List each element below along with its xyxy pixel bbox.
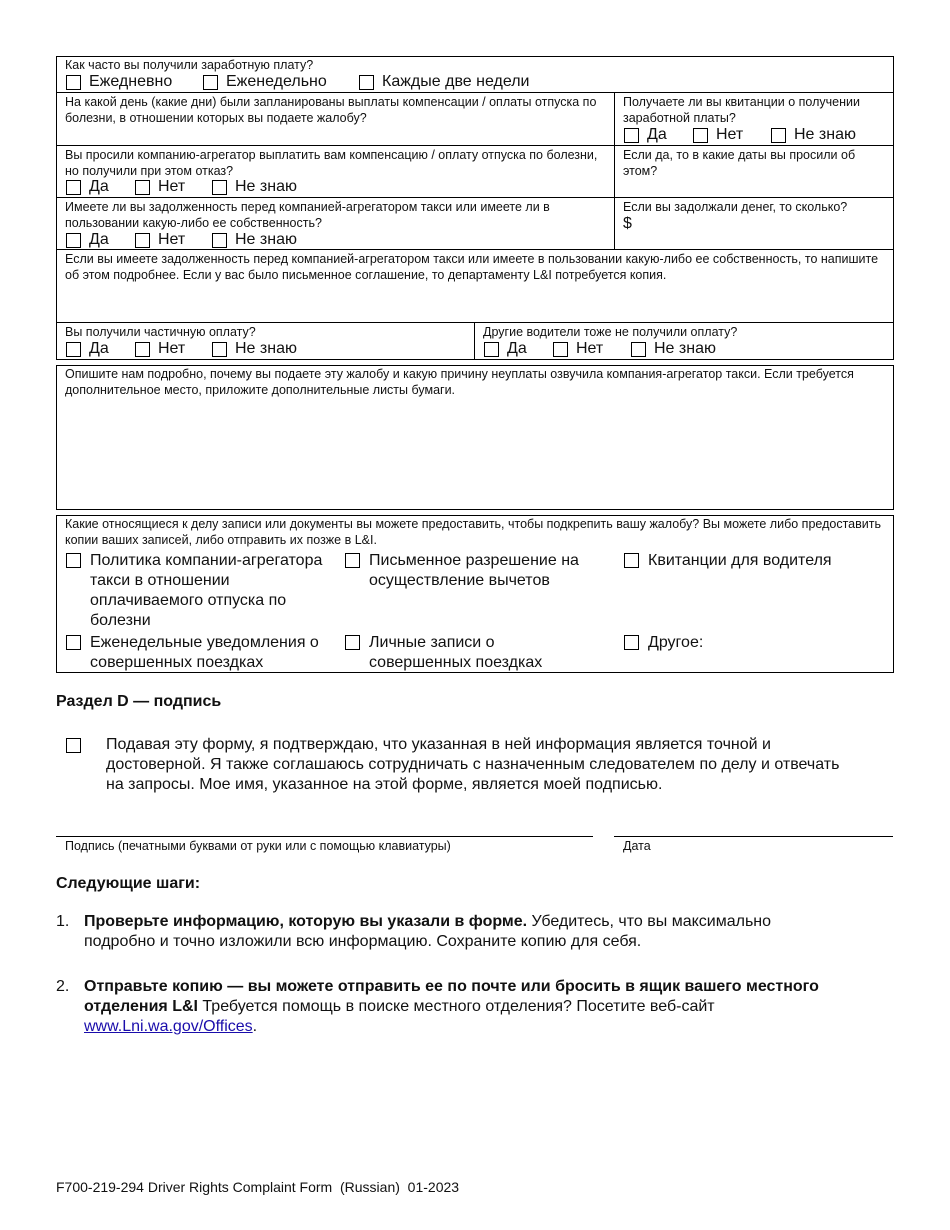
record-other[interactable]: Другое: [624, 633, 884, 653]
debt-unknown[interactable]: Не знаю [212, 231, 297, 249]
next-steps-title: Следующие шаги: [56, 875, 201, 892]
record-driver-receipts[interactable]: Квитанции для водителя [624, 551, 884, 571]
describe-text: Опишите нам подробно, почему вы подаете эту жалобу и какую причину неуплаты озвучила компания-агрегатор такси. Если требуется дополнительное место, приложите дополнительные листы бумаги. [65, 367, 854, 397]
checkbox[interactable] [203, 75, 218, 90]
form-footer: F700-219-294 Driver Rights Complaint Form (Russian) 01-2023 [56, 1179, 460, 1195]
debt-no[interactable]: Нет [135, 231, 185, 249]
partial-unknown[interactable]: Не знаю [212, 340, 297, 358]
other-drivers-unknown[interactable]: Не знаю [631, 340, 716, 358]
step-2-number: 2. [56, 978, 70, 995]
receipts-unknown[interactable]: Не знаю [771, 126, 856, 144]
debt-amount-field[interactable]: $ [623, 215, 632, 232]
partial-no[interactable]: Нет [135, 340, 185, 358]
receipts-no[interactable]: Нет [693, 126, 743, 144]
debt-yes[interactable]: Да [66, 231, 109, 249]
debt-details-text: Если вы имеете задолженность перед компанией-агрегатором такси или имеете в пользовании какую-либо ее собственность, то напишите об этом подробнее. Если у вас было письменное соглашение, то департаменту L&I потребуется копия. [65, 252, 879, 282]
other-drivers-question: Другие водители тоже не получили оплату? [483, 325, 738, 339]
record-weekly-notices[interactable]: Еженедельные уведомления о совершенных поездках [66, 633, 336, 673]
record-deduction-permission[interactable]: Письменное разрешение на осуществление вычетов [345, 551, 605, 591]
refused-no[interactable]: Нет [135, 178, 185, 196]
payment-days-question: На какой день (какие дни) были запланированы выплаты компенсации / оплаты отпуска по болезни, в отношении которых вы подаете жалобу? [65, 95, 597, 125]
offices-link[interactable]: www.Lni.wa.gov/Offices [84, 1018, 253, 1035]
attestation-text: Подавая эту форму, я подтверждаю, что указанная в ней информация является точной и достоверной. Я также соглашаюсь сотрудничать с назначенным следователем по делу и отвечать на запросы. Мое имя, указанное на этой форме, является моей подписью. [106, 736, 840, 793]
refused-unknown[interactable]: Не знаю [212, 178, 297, 196]
step-1-number: 1. [56, 913, 70, 930]
step-2-text: Отправьте копию — вы можете отправить ее по почте или бросить в ящик вашего местного отделения L&I Требуется помощь в поиске местного отделения? Посетите веб-сайт www.Lni.wa.gov/Offices. [84, 978, 819, 1035]
section-d-title: Раздел D — подпись [56, 693, 222, 710]
date-line[interactable] [614, 836, 893, 837]
step-1-text: Проверьте информацию, которую вы указали в форме. Убедитесь, что вы максимально подробно и точно изложили всю информацию. Сохраните копию для себя. [84, 913, 772, 950]
request-dates-question: Если да, то в какие даты вы просили об этом? [623, 148, 856, 178]
signature-line[interactable] [56, 836, 593, 837]
receipts-yes[interactable]: Да [624, 126, 667, 144]
refused-payment-question: Вы просили компанию-агрегатор выплатить вам компенсацию / оплату отпуска по болезни, но получили при этом отказ? [65, 148, 598, 178]
records-question: Какие относящиеся к делу записи или документы вы можете предоставить, чтобы подкрепить вашу жалобу? Вы можете либо предоставить копии ваших записей, либо отправить их позже в L&I. [65, 517, 881, 547]
receipts-question: Получаете ли вы квитанции о получении заработной платы? [623, 95, 860, 125]
other-drivers-yes[interactable]: Да [484, 340, 527, 358]
date-label: Дата [623, 839, 651, 853]
partial-yes[interactable]: Да [66, 340, 109, 358]
attestation-checkbox[interactable] [66, 738, 81, 753]
refused-yes[interactable]: Да [66, 178, 109, 196]
option-weekly[interactable]: Еженедельно [203, 73, 327, 91]
pay-frequency-question: Как часто вы получили заработную плату? [65, 58, 314, 72]
signature-label: Подпись (печатными буквами от руки или с помощью клавиатуры) [65, 839, 451, 853]
checkbox[interactable] [359, 75, 374, 90]
record-personal-logs[interactable]: Личные записи о совершенных поездках [345, 633, 585, 673]
partial-payment-question: Вы получили частичную оплату? [65, 325, 256, 339]
option-daily[interactable]: Ежедневно [66, 73, 172, 91]
option-biweekly[interactable]: Каждые две недели [359, 73, 529, 91]
other-drivers-no[interactable]: Нет [553, 340, 603, 358]
checkbox[interactable] [66, 75, 81, 90]
debt-question: Имеете ли вы задолженность перед компанией-агрегатором такси или имеете ли в пользовании какую-либо ее собственность? [65, 200, 550, 230]
record-sick-leave-policy[interactable]: Политика компании-агрегатора такси в отношении оплачиваемого отпуска по болезни [66, 551, 326, 631]
debt-amount-question: Если вы задолжали денег, то сколько? [623, 200, 848, 214]
